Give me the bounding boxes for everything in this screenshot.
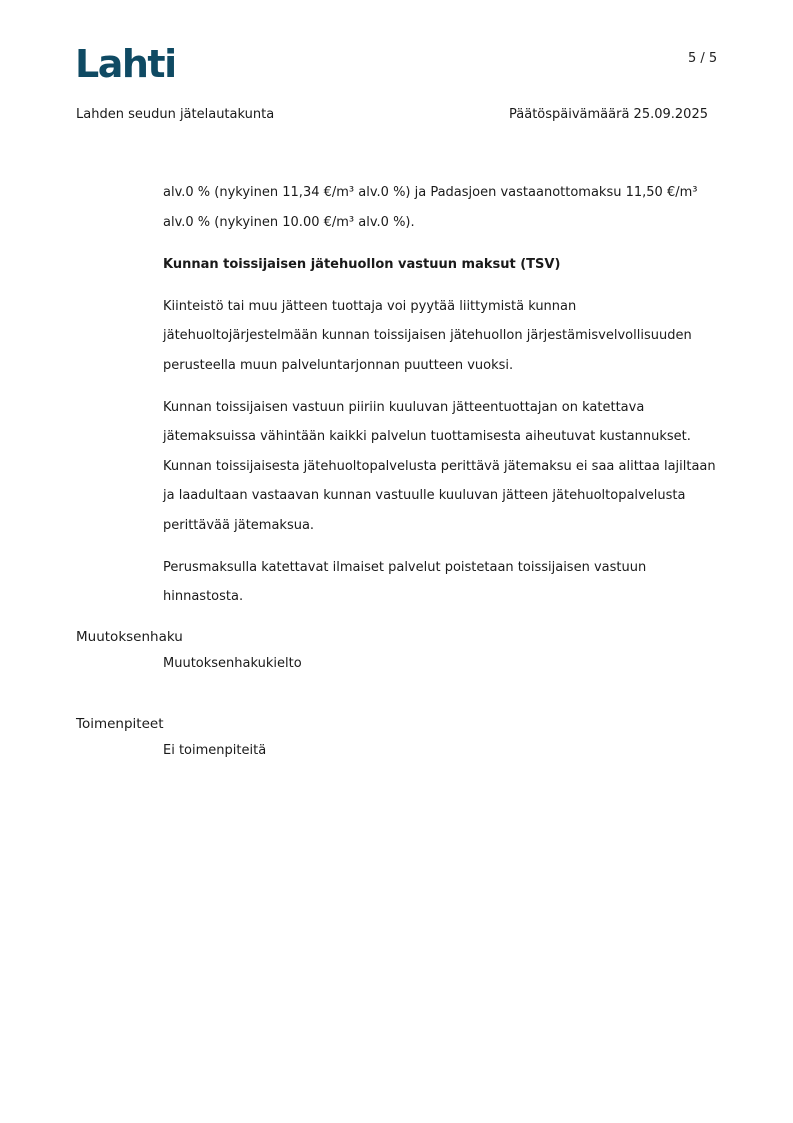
actions-label: Toimenpiteet	[76, 716, 164, 732]
fee-continuation-paragraph: alv.0 % (nykyinen 11,34 €/m³ alv.0 %) ja Padasjoen vastaanottomaksu 11,50 €/m³ alv.0 % (nykyinen 10.00 €/m³ alv.0 %).	[163, 185, 698, 230]
tsv-paragraph-3: Perusmaksulla katettavat ilmaiset palvelut poistetaan toissijaisen vastuun hinnastosta.	[163, 559, 647, 604]
lahti-logo: Lahti	[75, 42, 176, 86]
appeal-label: Muutoksenhaku	[76, 629, 183, 645]
decision-body	[163, 178, 723, 624]
committee-name: Lahden seudun jätelautakunta	[76, 107, 275, 122]
page-number: 5 / 5	[688, 51, 718, 66]
appeal-value: Muutoksenhakukielto	[163, 656, 302, 671]
decision-date: Päätöspäivämäärä 25.09.2025	[509, 107, 708, 122]
tsv-paragraph-1: Kiinteistö tai muu jätteen tuottaja voi pyytää liittymistä kunnan jätehuoltojärjestelmään kunnan toissijaisen jätehuollon järjestämisvelvollisuuden perusteella muun palveluntarjonnan puutteen vuoksi.	[163, 298, 692, 373]
actions-value: Ei toimenpiteitä	[163, 743, 267, 758]
tsv-paragraph-2: Kunnan toissijaisen vastuun piiriin kuuluvan jätteentuottajan on katettava jätemaksuissa vähintään kaikki palvelun tuottamisesta aiheutuvat kustannukset. Kunnan toissijaisesta jätehuoltopalvelusta perittävä jätemaksu ei saa alittaa lajiltaan ja laadultaan vastaavan kunnan vastuulle kuuluvan jätteen jätehuoltopalvelusta perittävää jätemaksua.	[163, 399, 716, 533]
tsv-heading: Kunnan toissijaisen jätehuollon vastuun maksut (TSV)	[163, 256, 561, 272]
